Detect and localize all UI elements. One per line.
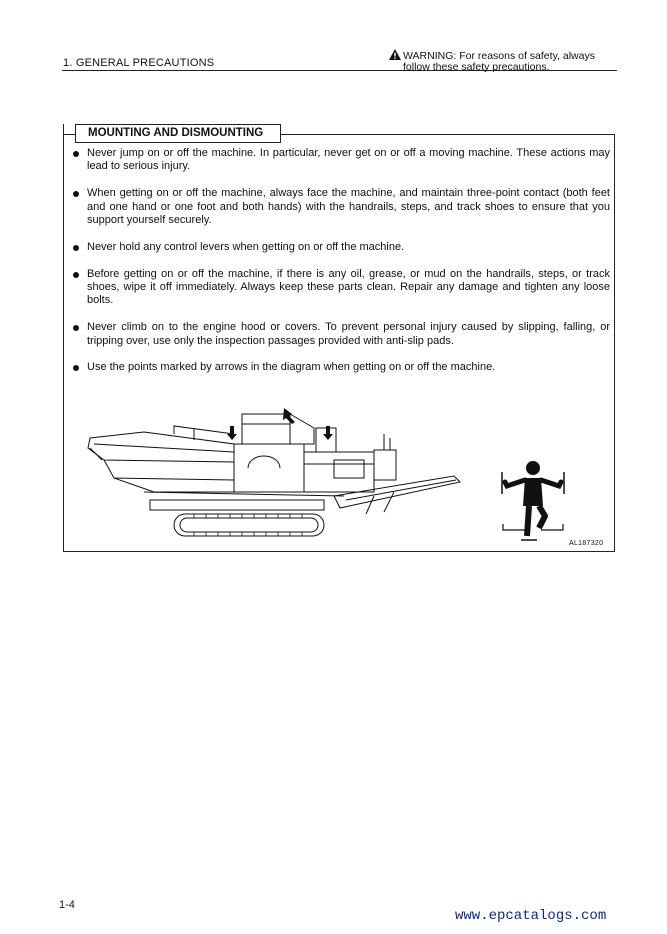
list-item-text: Use the points marked by arrows in the diagram when getting on or off the machine. — [87, 361, 496, 374]
bullet-icon — [73, 272, 79, 278]
warning-icon — [389, 49, 401, 60]
frame-tick — [63, 124, 64, 134]
bullet-icon — [73, 151, 79, 157]
list-item — [72, 321, 610, 348]
section-title: MOUNTING AND DISMOUNTING — [75, 124, 281, 143]
section-header: 1. GENERAL PRECAUTIONS — [63, 57, 215, 69]
bullet-icon — [73, 365, 79, 371]
three-point-contact-figure — [497, 458, 571, 548]
list-item-text: When getting on or off the machine, always face the machine, and maintain three-point contact (both feet and one hand or one foot and both hands) with the handrails, steps, and track shoes to ensure that you support yourself securely. — [87, 187, 610, 227]
bullet-icon — [73, 191, 79, 197]
list-item — [72, 147, 610, 174]
list-item — [72, 268, 610, 308]
list-item-text: Never hold any control levers when getting on or off the machine. — [87, 240, 405, 253]
mobile-crusher-illustration — [84, 404, 464, 544]
list-item — [72, 361, 610, 374]
warning-text-line1: WARNING: For reasons of safety, always — [403, 50, 595, 62]
list-item-text: Never jump on or off the machine. In particular, never get on or off a moving machine. These actions may lead to serious injury. — [87, 147, 610, 173]
figure-code: AL187320 — [569, 540, 604, 547]
list-item — [72, 241, 610, 254]
list-item-text: Never climb on to the engine hood or covers. To prevent personal injury caused by slipping, falling, or tripping over, use only the inspection passages provided with anti-slip pads. — [87, 321, 610, 347]
site-watermark: www.epcatalogs.com — [455, 908, 607, 924]
page-number: 1-4 — [59, 899, 75, 911]
bullet-icon — [73, 245, 79, 251]
warning-text-line2: follow these safety precautions. — [403, 61, 550, 73]
list-item-text: Before getting on or off the machine, if there is any oil, grease, or mud on the handrails, steps, or track shoes, wipe it off immediately. Always keep these parts clean. Repair any damage and tighten any loose bolts. — [87, 267, 610, 307]
warning-note — [389, 49, 629, 73]
bullet-icon — [73, 325, 79, 331]
list-item — [72, 187, 610, 227]
precaution-list — [72, 147, 610, 388]
